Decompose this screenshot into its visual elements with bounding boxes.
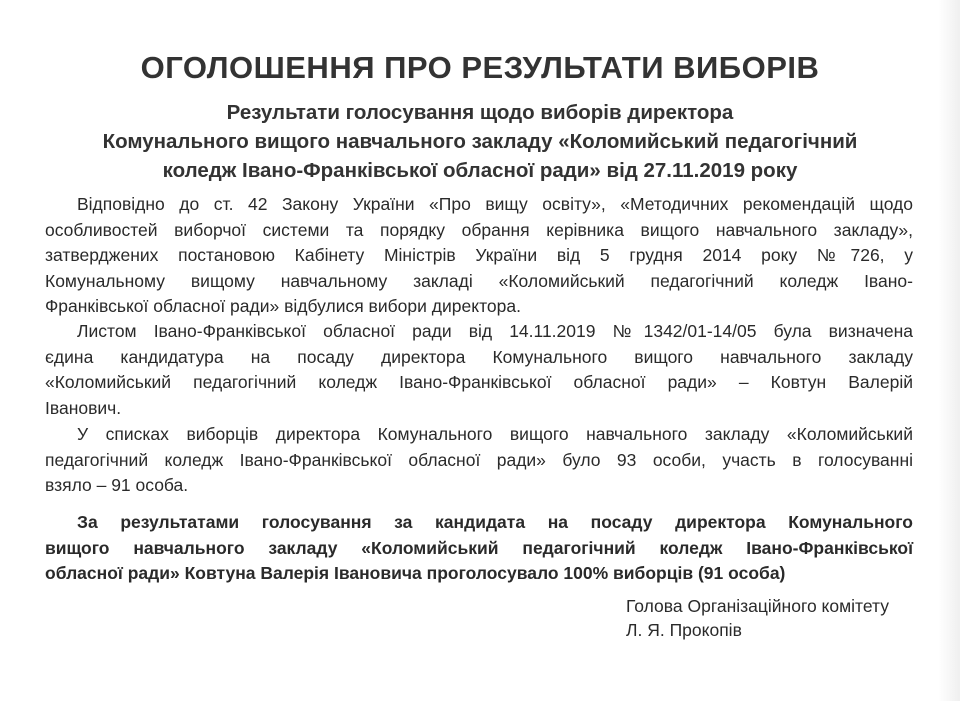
signature-name: Л. Я. Прокопів [626, 620, 742, 640]
signature-block [626, 594, 889, 642]
document-title: ОГОЛОШЕННЯ ПРО РЕЗУЛЬТАТИ ВИБОРІВ [140, 50, 820, 85]
subtitle-line: Результати голосування щодо виборів директора [226, 101, 734, 124]
paragraph-line: єдина кандидатура на посаду директора Комунального вищого навчального закладу [45, 346, 913, 367]
paragraph-legal-basis [45, 192, 913, 320]
paragraph-line: Комунальному вищому навчальному закладі «Коломийський педагогічний коледж Івано- [45, 270, 913, 291]
document-subtitle [30, 98, 930, 185]
paragraph-line: взяло – 91 особа. [45, 475, 189, 495]
paragraph-line: Іванович. [45, 397, 122, 418]
paragraph-line: педагогічний коледж Івано-Франківської обласної ради» було 93 особи, участь в голосуванні [45, 449, 913, 470]
signature-position: Голова Організаційного комітету [626, 596, 889, 616]
paragraph-line: особливостей виборчої системи та порядку обрання керівника вищого навчального закладу», [45, 219, 913, 240]
scan-edge-shadow [938, 0, 960, 701]
paragraph-results [45, 510, 913, 587]
paragraph-line: За результатами голосування за кандидата на посаду директора Комунального [77, 512, 913, 532]
paragraph-candidate [45, 319, 913, 421]
subtitle-line: Комунального вищого навчального закладу «Коломийський педагогічний [102, 130, 858, 153]
paragraph-line: обласної ради» Ковтуна Валерія Івановича проголосувало 100% виборців (91 особа) [45, 563, 786, 583]
paragraph-line: вищого навчального закладу «Коломийський педагогічний коледж Івано-Франківської [45, 537, 913, 558]
paragraph-line: Відповідно до ст. 42 Закону України «Про вищу освіту», «Методичних рекомендацій щодо [77, 194, 913, 214]
paragraph-voter-list [45, 422, 913, 499]
paragraph-line: У списках виборців директора Комунального вищого навчального закладу «Коломийський [77, 424, 913, 444]
paragraph-line: Франківської обласної ради» відбулися вибори директора. [45, 296, 521, 316]
subtitle-line: коледж Івано-Франківської обласної ради» від 27.11.2019 року [162, 159, 798, 182]
paragraph-line: затверджених постановою Кабінету Міністрів України від 5 грудня 2014 року №726, у [45, 245, 913, 265]
paragraph-line: Листом Івано-Франківської обласної ради від 14.11.2019 №1342/01-14/05 була визначена [77, 321, 913, 341]
paragraph-line: «Коломийський педагогічний коледж Івано-Франківської обласної ради» – Ковтун Валерій [45, 372, 913, 392]
